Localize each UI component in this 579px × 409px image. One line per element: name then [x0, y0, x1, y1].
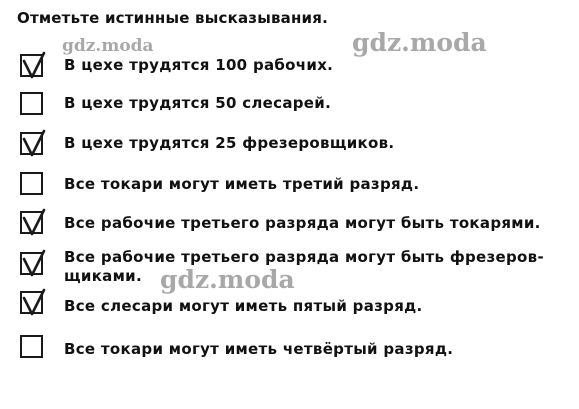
check-mark-icon [21, 129, 47, 159]
checkbox[interactable] [20, 335, 43, 358]
statement-text: В цехе трудятся 100 рабочих. [64, 56, 334, 74]
page-title: Отметьте истинные высказывания. [17, 9, 328, 27]
checkbox[interactable] [20, 132, 43, 155]
watermark: gdz.moda [352, 28, 487, 57]
checkbox[interactable] [20, 252, 43, 275]
statement-text: Все рабочие третьего разряда могут быть токарями. [64, 214, 541, 232]
statement-text: В цехе трудятся 50 слесарей. [64, 94, 332, 112]
statement-text: Все слесари могут иметь пятый разряд. [64, 297, 423, 315]
statement-text: В цехе трудятся 25 фрезеровщиков. [64, 134, 395, 152]
statement-line-1: Все рабочие третьего разряда могут быть фрезеров- [64, 248, 544, 266]
checkbox[interactable] [20, 172, 43, 195]
statement-text [64, 248, 544, 286]
statement-text: Все токари могут иметь четвёртый разряд. [64, 340, 454, 358]
check-mark-icon [21, 51, 47, 81]
watermark: gdz.moda [160, 265, 295, 294]
checkbox[interactable] [20, 54, 43, 77]
check-mark-icon [21, 208, 47, 238]
watermark: gdz.moda [62, 36, 154, 56]
check-mark-icon [21, 288, 47, 318]
checkbox[interactable] [20, 291, 43, 314]
checkbox[interactable] [20, 92, 43, 115]
statement-text: Все токари могут иметь третий разряд. [64, 175, 420, 193]
statement-line-2: щиками. [64, 267, 142, 285]
checkbox[interactable] [20, 211, 43, 234]
check-mark-icon [21, 249, 47, 279]
